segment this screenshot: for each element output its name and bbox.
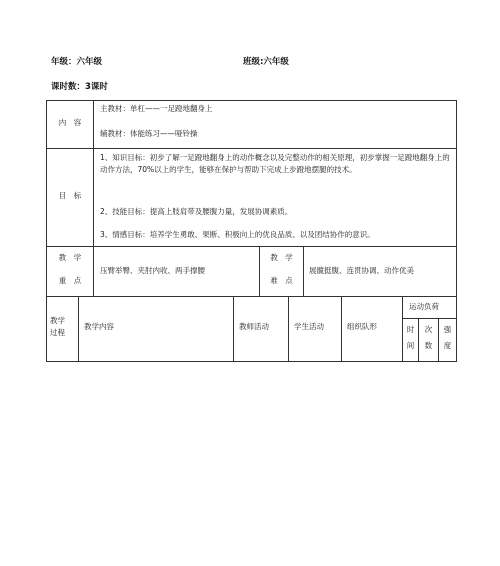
col-teacher-header: 教师活动	[239, 322, 269, 331]
table-row-divider	[46, 148, 457, 149]
main-material: 主教材：单杠——一足蹬地翻身上	[100, 104, 213, 113]
difficulties-divider	[303, 246, 304, 296]
key-points-label-top: 教 学	[58, 253, 82, 262]
process-label-divider	[78, 296, 79, 361]
process-student-divider	[341, 296, 342, 361]
process-teacher-divider	[288, 296, 289, 361]
table-row-divider	[46, 296, 457, 297]
col-org-header: 组织队形	[347, 322, 377, 331]
load-subheader-divider	[402, 318, 457, 319]
table-border-left	[46, 100, 47, 362]
goals-label: 目 标	[58, 191, 82, 200]
col-content-header: 教学内容	[84, 322, 114, 331]
sub-time-top: 时	[406, 325, 415, 334]
grade-label: 年级：六年级	[51, 57, 103, 67]
sub-count-bottom: 数	[424, 341, 433, 350]
skill-goal: 2、技能目标：提高上肢肩带及腰腹力量，发展协调素质。	[100, 207, 293, 216]
col-student-header: 学生活动	[294, 322, 324, 331]
col-load-header: 运动负荷	[409, 302, 439, 311]
process-label-bottom: 过程	[50, 328, 65, 337]
difficulties-label-top: 教 学	[270, 253, 293, 262]
process-content-divider	[233, 296, 234, 361]
key-points-label-bottom: 重 点	[58, 276, 82, 285]
table-border-bottom	[46, 361, 457, 362]
class-label: 班级:六年级	[243, 57, 289, 67]
difficulties-text: 展髋挺腹、连贯协调、动作优美	[309, 266, 414, 275]
label-column-divider	[93, 100, 94, 296]
sub-intensity-bottom: 度	[443, 341, 452, 350]
aux-material: 辅教材：体能练习——哑铃操	[100, 129, 198, 138]
table-border-top	[46, 100, 457, 101]
table-row-divider	[46, 246, 457, 247]
sub-intensity-top: 强	[443, 325, 452, 334]
class-hours-label: 课时数：3课时	[51, 82, 108, 92]
process-label-top: 教学	[50, 316, 65, 325]
table-border-right	[456, 100, 457, 362]
key-points-divider	[259, 246, 260, 296]
key-points-text: 压臂举臀、夹肘内收、两手撑腰	[100, 266, 205, 275]
content-label: 内 容	[58, 118, 82, 127]
knowledge-goal: 1、知识目标：初步了解一足蹬地翻身上的动作概念以及完整动作的相关原理，初步掌握一足蹬地翻身上的动作方法，70%以上的学生，能够在保护与帮助下完成上步蹬地摆腿的技术。	[100, 153, 450, 174]
emotion-goal: 3、情感目标：培养学生勇敢、果断、积极向上的优良品质、以及团结协作的意识。	[100, 230, 375, 239]
sub-time-bottom: 间	[406, 341, 415, 350]
sub-count-top: 次	[424, 325, 433, 334]
difficulties-label-bottom: 难 点	[270, 276, 293, 285]
